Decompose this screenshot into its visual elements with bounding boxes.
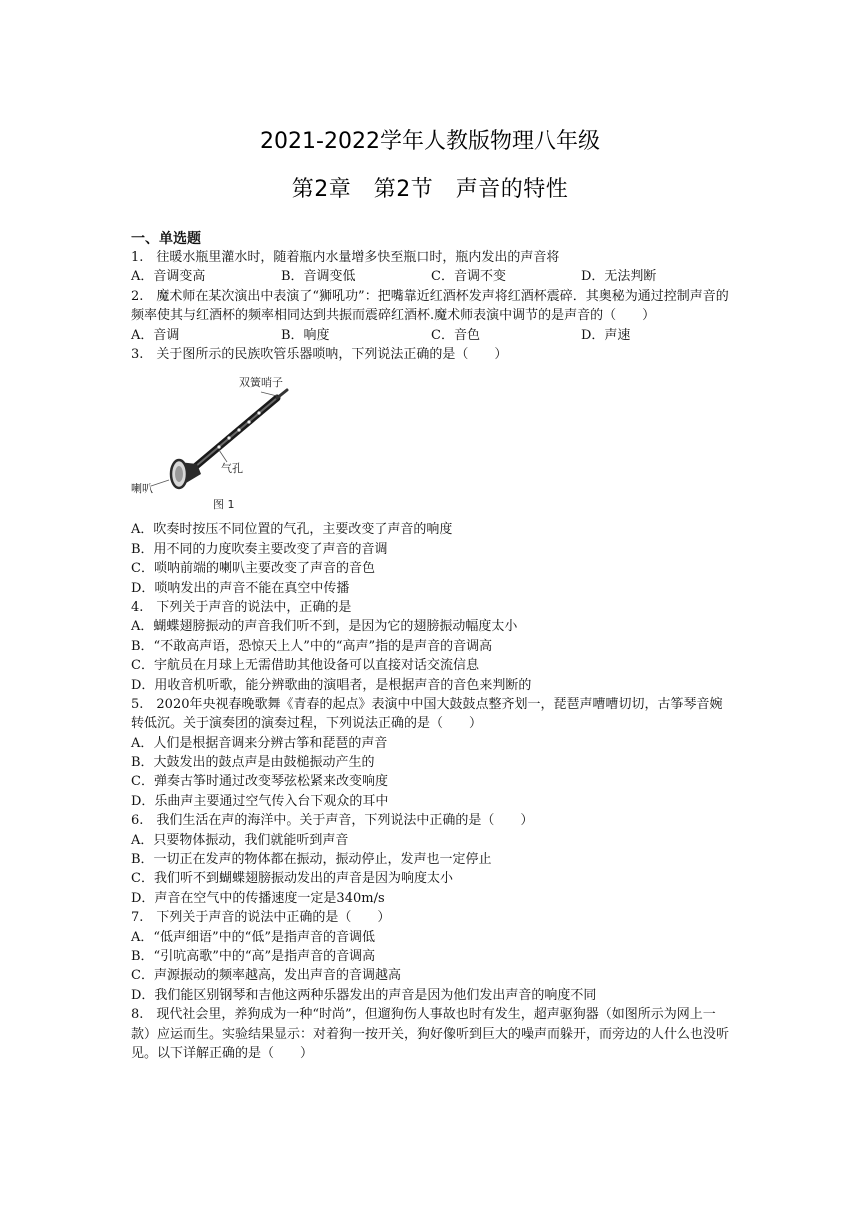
option-a: A．只要物体振动，我们就能听到声音	[131, 832, 349, 848]
question-stem: 3. 关于图所示的民族吹管乐器唢呐，下列说法正确的是（ ）	[131, 346, 508, 362]
option-a: A．蝴蝶翅膀振动的声音我们听不到，是因为它的翅膀振动幅度太小	[131, 619, 518, 635]
option-d: D．唢呐发出的声音不能在真空中传播	[131, 580, 350, 596]
section-heading: 一、单选题	[131, 231, 201, 247]
option-c: C．声源振动的频率越高，发出声音的音调越高	[131, 968, 401, 984]
figure-caption: 图 1	[213, 498, 235, 512]
question-2	[131, 287, 733, 345]
option-a: A．人们是根据音调来分辨古筝和琵琶的声音	[131, 735, 388, 751]
option-b: B．音调变低	[281, 269, 356, 285]
option-d: D．声速	[581, 327, 631, 343]
suona-figure	[131, 370, 291, 512]
option-d: D．我们能区别钢琴和吉他这两种乐器发出的声音是因为他们发出声音的响度不同	[131, 987, 597, 1003]
question-6	[131, 811, 733, 908]
option-row	[131, 267, 733, 286]
option-c: C．我们听不到蝴蝶翅膀振动发出的声音是因为响度太小	[131, 871, 453, 887]
option-b: B．“不敢高声语，恐惊天上人”中的“高声”指的是声音的音调高	[131, 638, 493, 654]
option-d: D．用收音机听歌，能分辨歌曲的演唱者，是根据声音的音色来判断的	[131, 677, 532, 693]
question-stem: 8. 现代社会里，养狗成为一种“时尚”，但遛狗伤人事故也时有发生，超声驱狗器（如图所示为网上一款）应运而生。实验结果显示：对着狗一按开关，狗好像听到巨大的噪声而躲开，而旁边的人什么也没听见。以下详解正确的是（ ）	[131, 1007, 730, 1061]
question-5	[131, 695, 733, 811]
question-7	[131, 908, 733, 1005]
question-stem: 6. 我们生活在声的海洋中。关于声音，下列说法中正确的是（ ）	[131, 813, 534, 829]
option-b: B．“引吭高歌”中的“高”是指声音的音调高	[131, 949, 376, 964]
question-3	[131, 345, 733, 598]
suona-illustration	[131, 370, 291, 512]
finger-hole-label: 气孔	[221, 462, 243, 476]
chapter-subtitle: 第2章 第2节 声音的特性	[291, 177, 569, 202]
option-d: D．声音在空气中的传播速度一定是340m/s	[131, 890, 385, 906]
option-c: C．宇航员在月球上无需借助其他设备可以直接对话交流信息	[131, 658, 479, 674]
bell-label: 喇叭	[131, 482, 153, 496]
option-b: B．大鼓发出的鼓点声是由鼓槌振动产生的	[131, 755, 375, 771]
option-b: B．用不同的力度吹奏主要改变了声音的音调	[131, 541, 388, 557]
question-stem: 7. 下列关于声音的说法中正确的是（ ）	[131, 910, 391, 926]
option-d: D．乐曲声主要通过空气传入台下观众的耳中	[131, 793, 389, 809]
option-b: B．响度	[281, 327, 330, 343]
option-c: C．音调不变	[431, 269, 506, 285]
question-stem: 4. 下列关于声音的说法中，正确的是	[131, 599, 352, 615]
reed-label: 双簧哨子	[239, 376, 283, 390]
option-c: C．音色	[431, 327, 480, 343]
option-a: A．音调变高	[131, 269, 206, 285]
option-d: D．无法判断	[581, 269, 657, 285]
question-stem: 5. 2020年央视春晚歌舞《青春的起点》表演中中国大鼓鼓点整齐划一，琵琶声嘈嘈切切，古筝琴音婉转低沉。关于演奏团的演奏过程，下列说法正确的是（ ）	[131, 696, 723, 732]
option-a: A．音调	[131, 327, 180, 343]
question-stem: 2. 魔术师在某次演出中表演了“狮吼功”：把嘴靠近红酒杯发声将红酒杯震碎．其奥秘为通过控制声音的频率使其与红酒杯的频率相同达到共振而震碎红酒杯.魔术师表演中调节的是声音的（ ）	[131, 288, 729, 324]
option-a: A．吹奏时按压不同位置的气孔，主要改变了声音的响度	[131, 522, 453, 538]
question-stem: 1. 往暖水瓶里灌水时，随着瓶内水量增多快至瓶口时，瓶内发出的声音将	[131, 250, 560, 265]
option-c: C．弹奏古筝时通过改变琴弦松紧来改变响度	[131, 774, 388, 790]
option-a: A．“低声细语”中的“低”是指声音的音调低	[131, 929, 375, 945]
document-title: 2021-2022学年人教版物理八年级	[260, 129, 600, 154]
option-row	[131, 326, 733, 345]
question-4	[131, 598, 733, 695]
question-list	[131, 248, 733, 1063]
option-b: B．一切正在发声的物体都在振动，振动停止，发声也一定停止	[131, 852, 492, 868]
question-8	[131, 1005, 733, 1063]
question-1	[131, 248, 733, 287]
option-c: C．唢呐前端的喇叭主要改变了声音的音色	[131, 561, 375, 577]
